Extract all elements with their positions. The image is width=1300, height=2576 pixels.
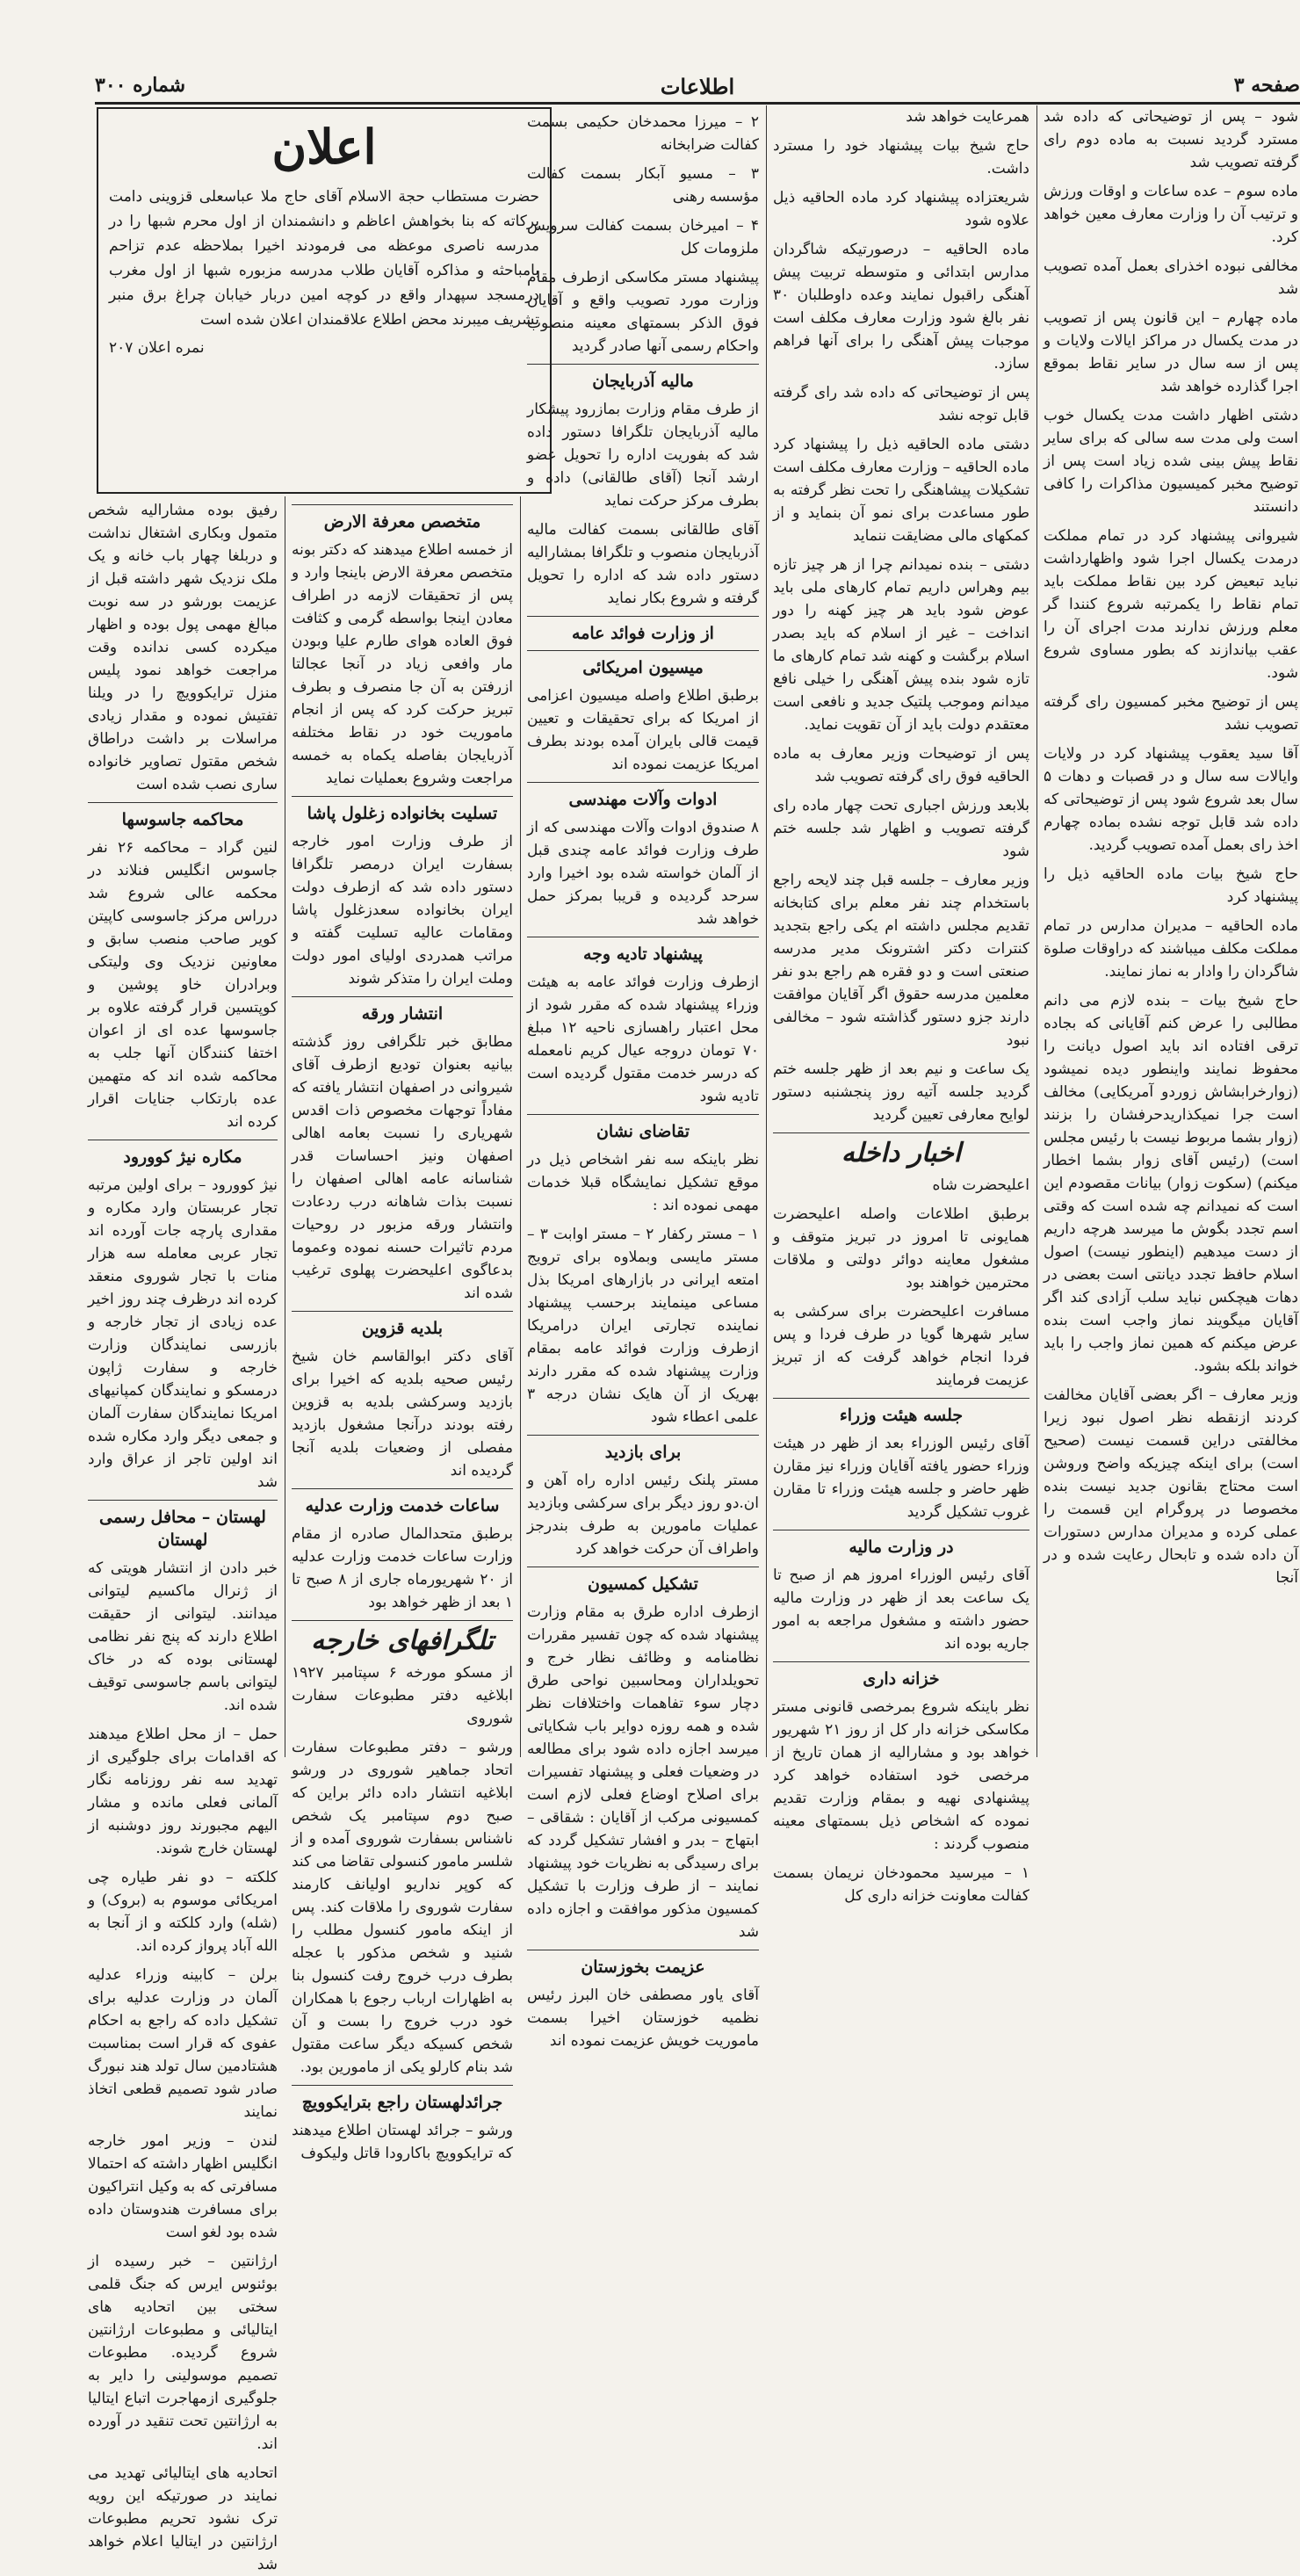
article-paragraph: لندن – وزیر امور خارجه انگلیس اظهار داشته که احتمالا مسافرتی که به وکیل انتراکیون برای مسافرت هندوستان داده شده بود لغو است	[87, 2132, 278, 2241]
article-paragraph: یک ساعت و نیم بعد از ظهر جلسه ختم گردید جلسه آتیه روز پنجشنبه دستور لوایح معارفی تعیین گردید	[773, 1060, 1029, 1124]
article-paragraph: مستر پلنک رئیس اداره راه آهن و ان.دو روز دیگر برای سرکشی وبازدید عملیات مامورین به طرف بندرجز واطراف آن حرکت خواهد کرد	[527, 1472, 759, 1558]
article-paragraph: ماده الحاقیه – مدیران مدارس در تمام مملکت مکلف میباشند که دراوقات صلوة شاگردان را وادار به نماز نمایند.	[1044, 917, 1298, 980]
section-rule	[527, 364, 759, 365]
article-heading: ادوات وآلات مهندسی	[568, 790, 718, 809]
section-rule	[292, 504, 513, 505]
column-divider	[766, 105, 767, 1757]
article-paragraph: ورشو – جرائد لهستان اطلاع میدهند که ترایکوویچ باکارودا قاتل ولیکوف	[292, 2122, 513, 2162]
article-paragraph: ۳ – مسیو آبکار بسمت کفالت مؤسسه رهنی	[527, 165, 759, 206]
article-paragraph: رفیق بوده مشارالیه شخص متمول وبکاری اشتغال نداشت و دربلغا چهار باب خانه و یک ملک نزدیک شهر داشته قبل از عزیمت بورشو در سه نوبت مبالغ مهمی پول بوده و اظهار میکرده کسی ندانده وقت مراجعت خواهد نمود پلیس منزل ترایکوویچ را در ویلنا تفتیش نموده و مقدار زیادی مراسلات بر داشت دراطاق شخص مقتول تصاویر خانواده ساری نصب شده است	[88, 502, 278, 793]
article-paragraph: آقای طالقانی بسمت کفالت مالیه آذربایجان منصوب و تلگرافا بمشارالیه دستور داده شد که اداره را تحویل گرفته و شروع بکار نماید	[527, 521, 759, 607]
article-paragraph: برلن – کابینه وزراء عدلیه آلمان در وزارت عدلیه برای تشکیل داده که راجع به احکام عفوی که قرار است بمناسبت هشتادمین سال تولد هند نبورگ صادر شود تصمیم قطعی اتخاذ نمایند	[88, 1966, 278, 2121]
article-paragraph: از خمسه اطلاع میدهند که دکتر بونه متخصص معرفة الارض باینجا وارد و پس از تحقیقات لازمه در اطراف معادن اینجا بواسطه گرمی و کثافت فوق العاده هوای طارم علیا وبودن مار وافعی زیاد در آنجا عجالتا ازرفتن به آن جا منصرف و بطرف تبریز حرکت کرد که پس از انجام ماموریت خود در نقاط مختلفه آذربایجان بفاصله یکماه به خمسه مراجعت وشروع بعملیات نماید	[292, 541, 513, 787]
article-paragraph: ۱ – میرسید محمودخان نریمان بسمت کفالت معاونت خزانه داری کل	[773, 1864, 1029, 1905]
article-paragraph: نظر باینکه سه نفر اشخاص ذیل در موقع تشکیل نمایشگاه قبلا خدمات مهمی نموده اند :	[527, 1151, 759, 1214]
article-heading: لهستان – محافل رسمی لهستان	[99, 1508, 266, 1550]
article-paragraph: بلابعد ورزش اجباری تحت چهار ماده رای گرفته تصویب و اظهار شد جلسه ختم شود	[773, 797, 1029, 860]
section-rule	[773, 1398, 1029, 1399]
section-rule	[88, 802, 278, 803]
article-heading: متخصص معرفة الارض	[323, 512, 481, 532]
article-paragraph: ارژانتین – خبر رسیده از بوئنوس ایرس که جنگ قلمی سختی بین اتحادیه های ایتالیائی و مطبوعات ارژانتین شروع گردیده. مطبوعات تصمیم موسولینی را دایر به جلوگیری ازمهاجرت اتباع ایتالیا به ارژانتین تحت تنقید در آورده اند.	[88, 2253, 278, 2453]
page-header	[95, 74, 1300, 100]
article-paragraph: دشتی – بنده نمیدانم چرا از هر چیز تازه بیم وهراس داریم تمام کارهای ملی باید عوض شود باید هر چیز کهنه را دور انداخت – غیر از اسلام که باید بصدر اسلام برگشت و کهنه شد تمام کارهای ما تازه شود بنده پیش آهنگی را خیلی نافع میدانم وموجب پلتیک جدید و نافعی است معتقدم دولت باید از آن تقویت نماید.	[773, 556, 1029, 734]
article-paragraph: مطابق خبر تلگرافی روز گذشته بیانیه بعنوان تودیع ازطرف آقای شیروانی در اصفهان انتشار یافته که مفاداً توجهات مخصوص ذات اقدس شهریاری را نسبت بعامه اهالی اصفهان ونیز احساسات قدر شناسانه عامه اهالی اصفهان را نسبت بذات شاهانه درب ردعادت وانتشار ورقه مزبور در روحیات مردم تاثیرات حسنه نموده وعموما بدعاگوی اعلیحضرت پهلوی ترغیب شده اند	[292, 1033, 513, 1302]
announcement-body: حضرت مستطاب حجة الاسلام آقای حاج ملا عباسعلی قزوینی دامت برکاته که بنا بخواهش اعاظم و دانشمندان از اول محرم شبها را در مدرسه ناصری موعظه می فرمودند اخیرا بملاحظه عدم تزاحم بامباحثه و مذاکره آقایان طلاب مدرسه مزبوره شبها از اول مغرب درمسجد سپهدار واقع در کوچه امین دربار خیابان چراغ برق منبر تشریف میبرند محض اطلاع علاقمندان اعلان شده است	[109, 188, 539, 329]
article-heading: انتشار ورقه	[361, 1004, 444, 1024]
article-paragraph: ازطرف اداره طرق به مقام وزارت پیشنهاد شده که چون تفسیر مقررات نظامنامه و وظائف نظار خرج و تحویلداران ومحاسبین نواحی طرق دچار سوء تفاهمات واختلافات نظر شده و همه روزه دوایر باب شکایاتی میرسد اجازه داده شود برای مطالعه در وضعیات فعلی و پیشنهاد تفسیرات برای اصلاح اوضاع فعلی لازم است کمسیونی مرکب از آقایان : شقاقی – ابتهاج – بدر و افشار تشکیل گردد که برای رسیدگی به نظریات خود پیشنهاد نمایند – از طرف وزارت با تشکیل کمسیون مذکور موافقت و اجازه داده شد	[527, 1603, 759, 1941]
column-1	[1044, 105, 1298, 1757]
article-heading: از وزارت فوائد عامه	[572, 624, 714, 643]
column-5	[87, 499, 278, 2573]
announcement-box	[97, 107, 552, 494]
column-4	[292, 499, 514, 2162]
article-heading: خزانه داری	[863, 1669, 940, 1689]
article-paragraph: پیشنهاد مستر مکاسکی ازطرف مقام وزارت مورد تصویب واقع و آقایان فوق الذکر بسمتهای معینه منصوب واحکام رسمی آنها صادر گردید	[527, 269, 759, 355]
article-paragraph: اتحادیه های ایتالیائی تهدید می نمایند در صورتیکه این رویه ترک نشود تحریم مطبوعات ارژانتین در ایتالیا اعلام خواهد شد	[88, 2464, 278, 2573]
article-paragraph: حمل – از محل اطلاع میدهند که اقدامات برای جلوگیری از تهدید سه نفر روزنامه نگار آلمانی فعلی مانده و مشار الیهم مجبورند روز دوشنبه از لهستان خارج شوند.	[88, 1726, 278, 1857]
article-paragraph: شیروانی پیشنهاد کرد در تمام مملکت درمدت یکسال اجرا شود واظهارداشت نباید تبعیض کرد بین نقاط مملکت باید تمام نقاط را یکمرتبه شروع کنندا گر معلم ورزش ندارند مدت اجرای آن را عقب بیاندازند که بطور مساوی شروع شود.	[1044, 527, 1298, 682]
page-number: صفحه ۳	[1233, 74, 1300, 97]
article-heading: اخبار داخله	[841, 1138, 962, 1169]
article-paragraph: ورشو – دفتر مطبوعات سفارت اتحاد جماهیر شوروی در ورشو ابلاغیه انتشار داده دائر براین که صبح دوم سپتامبر یک شخص ناشناس بسفارت شوروی آمده و از شلسر مامور کنسولی تقاضا می کند که کوپر نداریو اولیانف کارمند سفارت شوروی را ملاقات کند. پس از اینکه مامور کنسول مطلب را شنید و شخص مذکور با عجله بطرف درب خروج رفت کنسول بنا به اظهارات ارباب رجوع با همکاران خود درب خروج را بست و آن شخص کسیکه دیگر ساعت مقتول شد بنام کارلو یکی از مامورین بود.	[292, 1739, 513, 2076]
article-heading: پیشنهاد تادیه وجه	[582, 944, 704, 964]
article-paragraph: خبر دادن از انتشار هویتی که از ژنرال ماکسیم لیتوانی میدانند. لیتوانی از حقیقت اطلاع دارند که پنج نفر نظامی لهستانی بوده که در خاک لیتوانی باسم جاسوسی توقیف شده اند.	[88, 1559, 278, 1714]
section-rule	[292, 996, 513, 997]
article-paragraph: ۱ – مستر رکفار ۲ – مستر اوابت ۳ – مستر مایسی وبملاوه برای ترویج امتعه ایرانی در بازارهای امریکا بذل مساعی مینمایند برحسب پیشنهاد نماینده تجارتی ایران درامریکا ازطرف وزارت فوائد عامه بمقام وزارت پیشنهاد شده که مقرر دارند بهریک از آن هایک نشان درجه ۳ علمی اعطاء شود	[527, 1226, 759, 1426]
section-rule	[773, 1661, 1029, 1662]
article-heading: مکاره نیژ کوورود	[123, 1147, 242, 1167]
article-paragraph: ۸ صندوق ادوات وآلات مهندسی که از طرف وزارت فوائد عامه چندی قبل از آلمان خواسته شده بود اخیرا وارد سرحد گردیده و قریبا بمرکز حمل خواهد شد	[527, 819, 759, 928]
header-rule	[95, 102, 1300, 105]
column-divider	[520, 496, 521, 1757]
article-heading: تلگرافهای خارجه	[311, 1625, 494, 1656]
article-paragraph: شریعتزاده پیشنهاد کرد ماده الحاقیه ذیل علاوه شود	[773, 189, 1029, 229]
article-paragraph: حاج شیخ بیات – بنده لازم می دانم مطالبی را عرض کنم آقایانی که بجاده ترقی افتاده اند باید اصول دیانت را محفوظ نمایند واینطور دیده نمیشود (زوارخرابشاش زوردو آمریکایی) مخالف است جرا نمیکذاریدحرفشان را بزنند (زوار بشما مربوط نیست با رئیس مجلس است) (رئیس آقای زوار بشما اخطار میکنم) (سکوت زوار) بیانات مقصودم این است که نمیدانم چه شده است که وقتی اسم تجدد بگوش ما میرسد هرچه داریم از دست میدهیم (اینطور نیست) اصول اسلام حافظ تجدد دیانتی است بعضی در دهات هیچکس نباید سلب آزادی کند اگر آقایان میگویند نماز واجب است بنده عرض میکنم که همین نماز واجب را باید خواند بلکه بشود.	[1044, 992, 1298, 1375]
section-rule	[292, 796, 513, 797]
section-rule	[773, 1132, 1029, 1133]
article-paragraph: ماده سوم – عده ساعات و اوقات ورزش و ترتیب آن را وزارت معارف معین خواهد کرد.	[1044, 183, 1298, 246]
article-paragraph: از مسکو مورخه ۶ سپتامبر ۱۹۲۷ ابلاغیه دفتر مطبوعات سفارت شوروی	[292, 1664, 514, 1727]
article-paragraph: برطبق متحدالمال صادره از مقام وزارت ساعات خدمت وزارت عدلیه از ۲۰ شهریورماه جاری از ۸ صبح تا ۱ بعد از ظهر خواهد بود	[292, 1525, 513, 1611]
column-2	[773, 105, 1029, 1905]
article-heading: برای بازدید	[604, 1443, 682, 1462]
article-heading: جرائدلهستان راجع بترایکوویچ	[301, 2093, 503, 2112]
article-heading: میسیون امریکائی	[582, 658, 704, 677]
article-heading: مالیه آذربایجان	[592, 372, 694, 391]
article-paragraph: کلکته – دو نفر طیاره چی امریکائی موسوم به (بروک) و (شله) وارد کلکته و از آنجا به الله آباد پرواز کرده اند.	[88, 1869, 278, 1955]
article-paragraph: مسافرت اعلیحضرت برای سرکشی به سایر شهرها گویا در طرف فردا و پس فردا انجام خواهد گرفت که از تبریز عزیمت فرمایند	[773, 1303, 1029, 1389]
article-paragraph: پس از توضیحات وزیر معارف به ماده الحاقیه فوق رای گرفته تصویب شد	[773, 745, 1029, 785]
article-paragraph: اعلیحضرت شاه	[932, 1176, 1029, 1194]
article-paragraph: ازطرف وزارت فوائد عامه به هیئت وزراء پیشنهاد شده که مقرر شود از محل اعتبار راهسازی ناحیه ۱۲ مبلغ ۷۰ تومان دروجه عیال کریم نامعمله که درسر خدمت مقتول گردیده است تادیه شود	[527, 973, 759, 1105]
article-paragraph: برطبق اطلاع واصله میسیون اعزامی از امریکا که برای تحقیقات و تعیین قیمت قالی بایران آمده بودند بطرف امریکا عزیمت نموده اند	[527, 687, 759, 773]
column-divider	[1036, 105, 1037, 1757]
section-rule	[88, 1500, 278, 1501]
masthead-title: اطلاعات	[660, 74, 735, 99]
article-paragraph: از طرف وزارت امور خارجه بسفارت ایران درمصر تلگرافا دستور داده شد که ازطرف دولت ایران بخانواده سعدزغلول پاشا ومقامات عالیه تسلیت گفته و مراتب همدردی اولیای امور دولت وملت ایران را متذکر شوند	[292, 833, 513, 988]
article-paragraph: ماده چهارم – این قانون پس از تصویب در مدت یکسال در مراکز ایالات ولایات و پس از سه سال در سایر نقاط بموقع اجرا گذارده خواهد شد	[1044, 309, 1298, 395]
announcement-title: اعلان	[271, 119, 377, 175]
article-paragraph: از طرف مقام وزارت بمازرود پیشکار مالیه آذربایجان تلگرافا دستور داده شد که بفوریت اداره را تحویل عضو ارشد آنجا (آقای طالقانی) داده و بطرف مرکز حرکت نماید	[527, 401, 759, 510]
article-paragraph: آقای رئیس الوزراء بعد از ظهر در هیئت وزراء حضور یافته آقایان وزراء نیز مقارن ظهر حاضر و جلسه هیئت وزراء تا مقارن غروب تشکیل گردید	[773, 1435, 1029, 1521]
announcement-number: نمره اعلان ۲۰۷	[109, 339, 205, 357]
article-paragraph: آقای دکتر ابوالقاسم خان شیخ رئیس صحیه بلدیه که اخیرا برای بازدید وسرکشی بلدیه به قزوین رفته بودند درآنجا مشغول بازدید مفصلی از وضعیات بلدیه آنجا گردیده اند	[292, 1348, 513, 1480]
section-rule	[527, 782, 759, 783]
article-paragraph: وزیر معارف – اگر بعضی آقایان مخالفت کردند ازنقطه نظر اصول نبود زیرا مخالفتی دراین قسمت نیست (صحیح است) برای اینکه چیزیکه واضح وروشن است محتاج بقانون جدید نیست بنده مخصوصا در پروگرام این قسمت را عملی کرده و مدیران مدارس دستورات آن داده شده و تابحال رعایت شده و در آنجا	[1044, 1386, 1298, 1587]
section-rule	[292, 1311, 513, 1312]
article-paragraph: پس از توضیح مخبر کمسیون رای گرفته تصویب نشد	[1044, 693, 1298, 734]
column-3	[527, 111, 759, 2050]
section-rule	[527, 650, 759, 651]
article-heading: تقاضای نشان	[596, 1122, 690, 1141]
issue-number: شماره ۳۰۰	[95, 74, 186, 97]
article-paragraph: ۴ – امیرخان بسمت کفالت سرویس ملزومات کل	[527, 217, 759, 257]
article-heading: جلسه هیئت وزراء	[839, 1406, 964, 1425]
article-paragraph: ۲ – میرزا محمدخان حکیمی بسمت کفالت ضرابخانه	[527, 113, 759, 154]
article-paragraph: ماده الحاقیه – درصورتیکه شاگردان مدارس ابتدائی و متوسطه تربیت پیش آهنگی راقبول نمایند وعده داوطلبان ۳۰ نفر بالغ شود وزارت معارف مکلف است موجبات پیش آهنگی را برای آنها فراهم سازد.	[773, 241, 1029, 373]
article-paragraph: آقا سید یعقوب پیشنهاد کرد در ولایات وایالات سه سال و در قصبات و دهات ۵ سال بعد شروع شود پس از توضیحاتی که داده شد قابل توجه نشده بماده چهارم اخذ رای بعمل آمده تصویب گردید.	[1044, 745, 1298, 854]
article-heading: محاکمه جاسوسها	[121, 810, 244, 829]
section-rule	[292, 1488, 513, 1489]
article-heading: ساعات خدمت وزارت عدلیه	[305, 1496, 500, 1516]
section-rule	[527, 616, 759, 617]
article-paragraph: نیژ کوورود – برای اولین مرتبه تجار عربستان وارد مکاره و مقداری پارچه جات آورده اند تجار عربی معامله سه هزار منات با تجار شوروی منعقد کرده اند درظرف چند روز اخیر عده زیادی از تجار خارجه و بازرسی نمایندگان وزارت خارجه و سفارت ژاپون درمسکو و نمایندگان کمپانیهای امریکا نمایندگان سفارت آلمان و جمعی دیگر وارد مکاره شده اند اولین تاجر از عراق وارد شد	[88, 1176, 278, 1491]
article-heading: عزیمت بخوزستان	[581, 1957, 705, 1977]
article-paragraph: حاج شیخ بیات پیشنهاد خود را مسترد داشت.	[773, 137, 1029, 177]
article-heading: بلدیه قزوین	[361, 1319, 444, 1338]
article-heading: در وزارت مالیه	[849, 1538, 954, 1557]
article-paragraph: برطبق اطلاعات واصله اعلیحضرت همایونی تا امروز در تبریز متوقف و مشغول معاینه دوائر دولتی و ملاقات محترمین خواهند بود	[773, 1205, 1029, 1292]
article-paragraph: پس از توضیحاتی که داده شد رای گرفته قابل توجه نشد	[773, 384, 1029, 424]
article-paragraph: شود – پس از توضیحاتی که داده شد مسترد گردید نسبت به ماده دوم رای گرفته تصویب شد	[1044, 108, 1298, 171]
article-paragraph: نظر باینکه شروع بمرخصی قانونی مستر مکاسکی خزانه دار کل از روز ۲۱ شهریور خواهد بود و مشارالیه از همان تاریخ از مرخصی خود استفاده خواهد کرد پیشنهادی نهیه و بمقام وزارت تقدیم نموده که اشخاص ذیل بسمتهای معینه منصوب گردند :	[773, 1698, 1029, 1853]
article-paragraph: آقای رئیس الوزراء امروز هم از صبح تا یک ساعت بعد از ظهر در وزارت مالیه حضور داشته و مشغول مراجعه به امور جاریه بوده اند	[773, 1567, 1029, 1653]
article-heading: تشکیل کمسیون	[588, 1574, 698, 1594]
article-heading: تسلیت بخانواده زغلول پاشا	[307, 804, 498, 823]
section-rule	[527, 1435, 759, 1436]
article-paragraph: آقای یاور مصطفی خان البرز رئیس نظمیه خوزستان اخیرا بسمت ماموریت خویش عزیمت نموده اند	[527, 1986, 759, 2050]
article-paragraph: دشتی اظهار داشت مدت یکسال خوب است ولی مدت سه سالی که برای سایر نقاط پیش بینی شده زیاد است پس از توضیح مخبر کمیسیون مذاکرات را کافی دانستند	[1044, 407, 1298, 516]
section-rule	[527, 1114, 759, 1115]
article-paragraph: دشتی ماده الحاقیه ذیل را پیشنهاد کرد ماده الحاقیه – وزارت معارف مکلف است تشکیلات پیشاهنگی را تحت نظر گرفته به طور مساعدت برای نمو آن بنماید و از کمکهای مالی مضایقت ننماید	[773, 436, 1029, 545]
section-rule	[292, 2085, 513, 2086]
article-paragraph: مخالفی نبوده اخذرای بعمل آمده تصویب شد	[1044, 257, 1298, 298]
article-paragraph: لنین گراد – محاکمه ۲۶ نفر جاسوس انگلیس فنلاند در محکمه عالی شروع شد درراس مرکز جاسوسی کاپیتن کویر صاحب منصب سابق و معاونین نزدیک وی ولیتکی وبرادران خاو پوشین و کوپتسین قرار گرفته علاوه بر جاسوسها عده ای از اعوان اختفا کنندگان آنها جلب به محاکمه شده اند که متهمین عده بارتکاب جنایات اقرار کرده اند	[88, 839, 278, 1131]
section-rule	[292, 1620, 513, 1621]
article-paragraph: وزیر معارف – جلسه قبل چند لایحه راجع باستخدام چند نفر معلم برای کتابخانه تقدیم مجلس داشته ام یکی راجع بتجدید کنترات دکتر اشترونک مدیر مدرسه صنعتی است و دو فقره هم راجع بدو نفر معلمین مدرسه حقوق اگر آقایان موافقت دارند جزو دستور گذاشته شود – مخالفی نبود	[773, 872, 1029, 1049]
article-paragraph: حاج شیخ بیات ماده الحاقیه ذیل را پیشنهاد کرد	[1044, 865, 1298, 906]
article-paragraph: همرعایت خواهد شد	[906, 108, 1029, 126]
